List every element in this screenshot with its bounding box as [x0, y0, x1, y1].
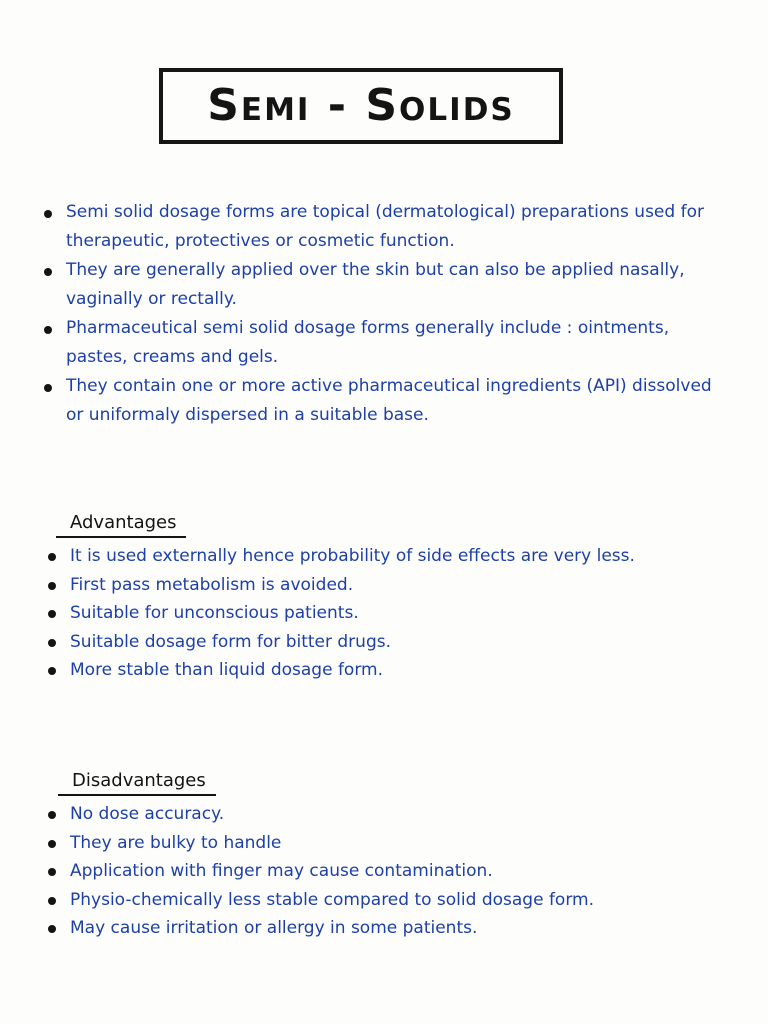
list-item: [48, 914, 728, 943]
bullet-dot-icon: [48, 897, 56, 905]
list-item-text: No dose accuracy.: [70, 804, 225, 824]
bullet-dot-icon: [48, 811, 56, 819]
bullet-dot-icon: [48, 840, 56, 848]
list-item-text: It is used externally hence probability of side effects are very less.: [70, 546, 635, 566]
bullet-dot-icon: [48, 582, 56, 590]
disadvantages-heading-text: Disadvantages: [72, 770, 206, 791]
disadvantages-heading: [72, 770, 206, 791]
list-item: [48, 800, 728, 829]
intro-item-text: They contain one or more active pharmaceutical ingredients (API) dissolved or uniformaly dispersed in a suitable base.: [66, 376, 712, 425]
list-item-text: Suitable dosage form for bitter drugs.: [70, 631, 391, 652]
intro-item-text: They are generally applied over the skin but can also be applied nasally, vaginally or rectally.: [66, 260, 685, 309]
list-item-text: First pass metabolism is avoided.: [70, 574, 354, 595]
bullet-dot-icon: [48, 868, 56, 876]
advantages-heading-text: Advantages: [70, 512, 177, 533]
list-item: [48, 857, 728, 886]
bullet-dot-icon: [48, 925, 56, 933]
advantages-heading: [70, 512, 176, 533]
intro-item: [44, 256, 724, 314]
list-item-text: May cause irritation or allergy in some patients.: [70, 918, 478, 938]
page-title: Semi - Solids: [207, 80, 515, 131]
list-item: [48, 886, 728, 915]
bullet-dot-icon: [44, 210, 52, 218]
bullet-dot-icon: [48, 639, 56, 647]
list-item-text: More stable than liquid dosage form.: [70, 660, 383, 680]
list-item: [48, 599, 728, 628]
list-item-text: Application with finger may cause contamination.: [70, 861, 493, 881]
list-item: [48, 656, 728, 685]
list-item: [48, 571, 728, 600]
disadvantages-list: [48, 800, 728, 943]
intro-list: [44, 198, 724, 430]
title-box: [159, 68, 563, 144]
intro-item-text: Pharmaceutical semi solid dosage forms generally include : ointments, pastes, creams and gels.: [66, 318, 670, 367]
heading-underline: [56, 536, 186, 538]
advantages-list: [48, 542, 728, 685]
bullet-dot-icon: [48, 553, 56, 561]
bullet-dot-icon: [44, 326, 52, 334]
list-item-text: Physio-chemically less stable compared to solid dosage form.: [70, 889, 594, 910]
intro-item: [44, 372, 724, 430]
intro-item: [44, 314, 724, 372]
list-item-text: They are bulky to handle: [70, 832, 282, 853]
list-item: [48, 829, 728, 858]
bullet-dot-icon: [48, 667, 56, 675]
bullet-dot-icon: [48, 610, 56, 618]
heading-underline: [58, 794, 216, 796]
list-item: [48, 628, 728, 657]
intro-item-text: Semi solid dosage forms are topical (dermatological) preparations used for therapeutic, protectives or cosmetic function.: [66, 202, 704, 251]
bullet-dot-icon: [44, 384, 52, 392]
list-item-text: Suitable for unconscious patients.: [70, 603, 359, 623]
intro-item: [44, 198, 724, 256]
bullet-dot-icon: [44, 268, 52, 276]
list-item: [48, 542, 728, 571]
